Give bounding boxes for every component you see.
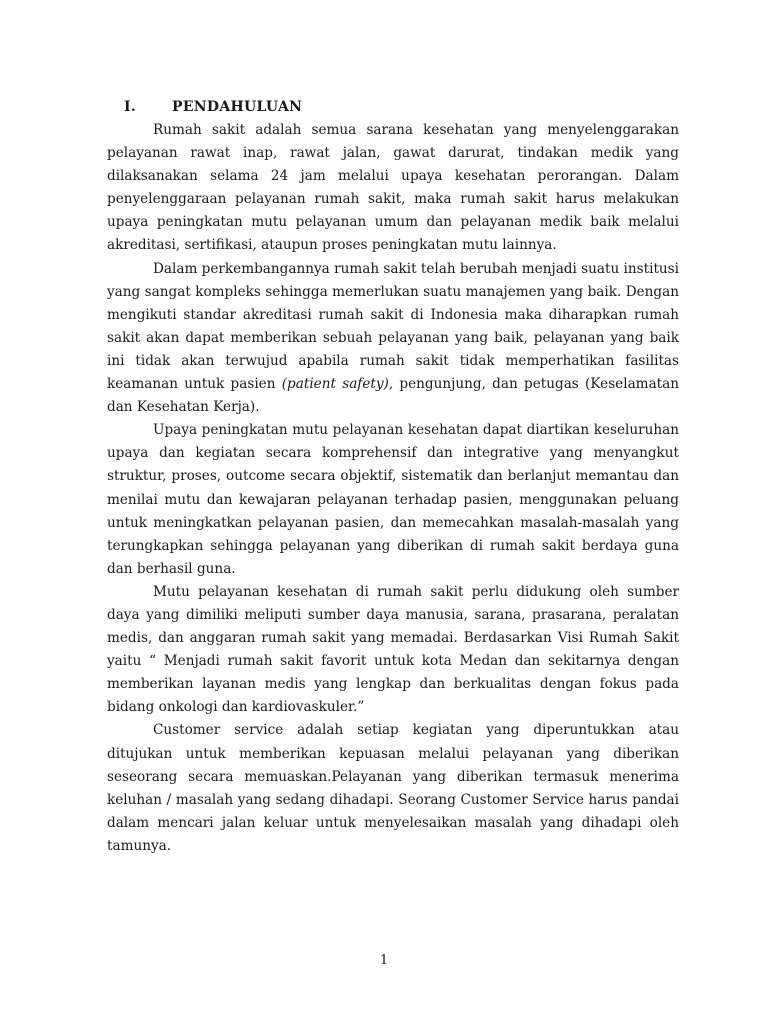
paragraph-4: Mutu pelayanan kesehatan di rumah sakit perlu didukung oleh sumber daya yang dimiliki meliputi sumber daya manusia, sarana, prasarana, peralatan medis, dan anggaran rumah sakit yang memadai. Berdasarkan Visi Rumah Sakit yaitu “ Menjadi rumah sakit favorit untuk kota Medan dan sekitarnya dengan memberikan layanan medis yang lengkap dan berkualitas dengan fokus pada bidang onkologi dan kardiovaskuler.” bbox=[107, 583, 679, 716]
section-title: PENDAHULUAN bbox=[172, 99, 303, 115]
section-number: I. bbox=[124, 99, 137, 115]
paragraph-3: Upaya peningkatan mutu pelayanan kesehatan dapat diartikan keseluruhan upaya dan kegiatan secara komprehensif dan integrative yang menyangkut struktur, proses, outcome secara objektif, sistematik dan berlanjut memantau dan menilai mutu dan kewajaran pelayanan terhadap pasien, menggunakan peluang untuk meningkatkan pelayanan pasien, dan memecahkan masalah-masalah yang terungkapkan sehingga pelayanan yang diberikan di rumah sakit berdaya guna dan berhasil guna. bbox=[107, 422, 679, 577]
page-number: 1 bbox=[379, 953, 389, 968]
patient-safety-term: (patient safety) bbox=[281, 376, 389, 393]
paragraph-2 bbox=[107, 258, 679, 420]
paragraph-2-text: Dalam perkembangannya rumah sakit telah berubah menjadi suatu institusi yang sangat kompleks sehingga memerlukan suatu manajemen yang baik. Dengan mengikuti standar akreditasi rumah sakit di Indonesia maka diharapkan rumah sakit akan dapat memberikan sebuah pelayanan yang baik, pelayanan yang baik ini tidak akan terwujud apabila rumah sakit tidak memperhatikan fasilitas keamanan untuk pasien bbox=[107, 260, 679, 393]
paragraph-2-text-end: , pengunjung, dan petugas (Keselamatan dan Kesehatan Kerja). bbox=[107, 376, 679, 416]
paragraph-1: Rumah sakit adalah semua sarana kesehatan yang menyelenggarakan pelayanan rawat inap, rawat jalan, gawat darurat, tindakan medik yang dilaksanakan selama 24 jam melalui upaya kesehatan perorangan. Dalam penyelenggaraan pelayanan rumah sakit, maka rumah sakit harus melakukan upaya peningkatan mutu pelayanan umum dan pelayanan medik baik melalui akreditasi, sertifikasi, ataupun proses peningkatan mutu lainnya. bbox=[107, 122, 679, 254]
paragraph-5: Customer service adalah setiap kegiatan yang diperuntukkan atau ditujukan untuk memberikan kepuasan melalui pelayanan yang diberikan seseorang secara memuaskan.Pelayanan yang diberikan termasuk menerima keluhan / masalah yang sedang dihadapi. Seorang Customer Service harus pandai dalam mencari jalan keluar untuk menyelesaikan masalah yang dihadapi oleh tamunya. bbox=[107, 722, 679, 854]
section-heading bbox=[124, 99, 302, 115]
body-text bbox=[107, 119, 679, 858]
